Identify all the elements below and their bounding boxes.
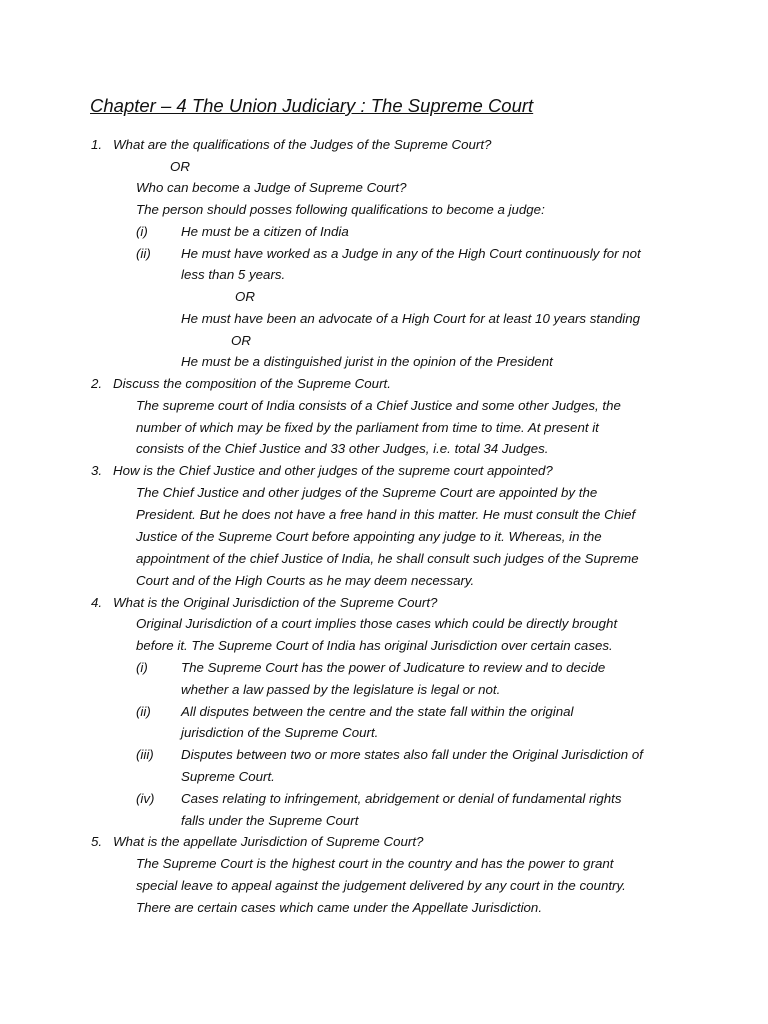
question-number: 2. (91, 376, 103, 391)
question-number: 5. (91, 834, 103, 849)
answer-line: President. But he does not have a free hand in this matter. He must consult the Chief (136, 507, 636, 522)
list-item-text: The Supreme Court has the power of Judicature to review and to decide (181, 660, 606, 675)
list-item-text: Cases relating to infringement, abridgement or denial of fundamental rights (181, 791, 622, 806)
answer-line: There are certain cases which came under the Appellate Jurisdiction. (136, 900, 543, 915)
list-item-label: (i) (136, 660, 148, 675)
answer-line: Justice of the Supreme Court before appointing any judge to it. Whereas, in the (136, 529, 602, 544)
list-item-text: He must be a citizen of India (181, 224, 349, 239)
list-item-text: All disputes between the centre and the state fall within the original (181, 704, 574, 719)
question-text: How is the Chief Justice and other judges of the supreme court appointed? (113, 463, 553, 478)
question-text: What is the Original Jurisdiction of the Supreme Court? (113, 595, 438, 610)
answer-line: appointment of the chief Justice of India, he shall consult such judges of the Supreme (136, 551, 639, 566)
list-item-text: jurisdiction of the Supreme Court. (181, 725, 379, 740)
list-item-text: He must have worked as a Judge in any of the High Court continuously for not (181, 246, 641, 261)
or-separator: OR (231, 333, 251, 348)
answer-line: The Chief Justice and other judges of the Supreme Court are appointed by the (136, 485, 598, 500)
question-text: Discuss the composition of the Supreme Court. (113, 376, 391, 391)
question-text: What is the appellate Jurisdiction of Supreme Court? (113, 834, 424, 849)
answer-line: consists of the Chief Justice and 33 other Judges, i.e. total 34 Judges. (136, 441, 549, 456)
answer-line: The supreme court of India consists of a Chief Justice and some other Judges, the (136, 398, 621, 413)
list-item-label: (ii) (136, 246, 151, 261)
question-number: 4. (91, 595, 103, 610)
list-item-text: He must be a distinguished jurist in the opinion of the President (181, 354, 553, 369)
list-item-label: (i) (136, 224, 148, 239)
list-item-label: (iv) (136, 791, 155, 806)
answer-line: number of which may be fixed by the parliament from time to time. At present it (136, 420, 599, 435)
list-item-text: He must have been an advocate of a High Court for at least 10 years standing (181, 311, 641, 326)
answer-line: The Supreme Court is the highest court in the country and has the power to grant (136, 856, 614, 871)
list-item-text: falls under the Supreme Court (181, 813, 359, 828)
question-number: 1. (91, 137, 103, 152)
list-item-label: (ii) (136, 704, 151, 719)
or-separator: OR (235, 289, 255, 304)
answer-line: special leave to appeal against the judgement delivered by any court in the country. (136, 878, 626, 893)
page-title: Chapter – 4 The Union Judiciary : The Supreme Court (90, 95, 534, 116)
list-item-text: Supreme Court. (181, 769, 275, 784)
list-item-label: (iii) (136, 747, 154, 762)
alt-question-text: Who can become a Judge of Supreme Court? (136, 180, 407, 195)
question-number: 3. (91, 463, 103, 478)
answer-line: Original Jurisdiction of a court implies those cases which could be directly brought (136, 616, 618, 631)
answer-line: Court and of the High Courts as he may deem necessary. (136, 573, 475, 588)
list-item-text: less than 5 years. (181, 267, 286, 282)
question-text: What are the qualifications of the Judges of the Supreme Court? (113, 137, 492, 152)
answer-line: before it. The Supreme Court of India has original Jurisdiction over certain cases. (136, 638, 613, 653)
list-item-text: Disputes between two or more states also fall under the Original Jurisdiction of (181, 747, 643, 762)
list-item-text: whether a law passed by the legislature is legal or not. (181, 682, 501, 697)
or-separator: OR (170, 159, 190, 174)
answer-line: The person should posses following qualifications to become a judge: (136, 202, 545, 217)
